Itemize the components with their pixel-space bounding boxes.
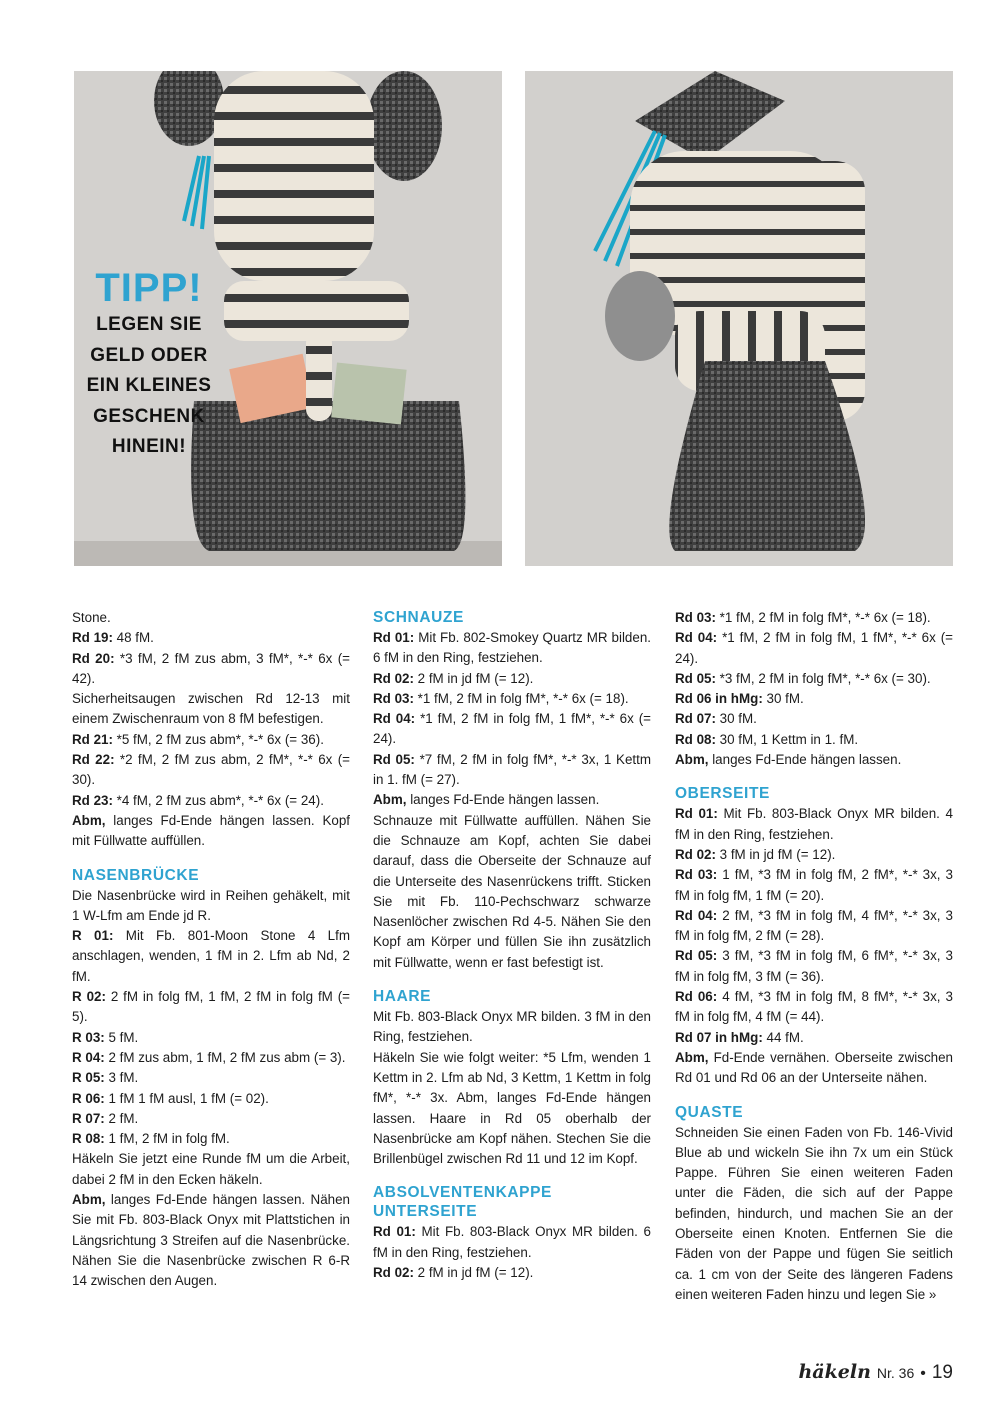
instruction-line: Häkeln Sie jetzt eine Runde fM um die Arbeit, dabei 2 fM in den Ecken häkeln. (72, 1151, 350, 1187)
instruction-line: Rd 04: 2 fM, *3 fM in folg fM, 4 fM*, *-* 3x, 3 fM in folg fM, 2 fM (= 28). (675, 907, 953, 944)
instruction-line: Häkeln Sie wie folgt weiter: *5 Lfm, wenden 1 Kettm in 2. Lfm ab Nd, 3 Kettm, 1 Kettm in folg fM*, *-* 3x. Abm, langes Fd-Ende hängen lassen. Haare in Rd 05 oberhalb der Nasenbrücke am Kopf nähen. Stechen Sie die Brillenbügel zwischen Rd 11 und 12 im Kopf. (373, 1049, 651, 1167)
instruction-line: Rd 05: *7 fM, 2 fM in folg fM*, *-* 3x, 1 Kettm in 1. fM (= 27). (373, 751, 651, 788)
instruction-line: Stone. (72, 610, 111, 625)
instruction-line: Rd 08: 30 fM, 1 Kettm in 1. fM. (675, 731, 859, 747)
instruction-line: Rd 21: *5 fM, 2 fM zus abm*, *-* 6x (= 36). (72, 731, 324, 747)
instruction-line: R 08: 1 fM, 2 fM in folg fM. (72, 1131, 230, 1147)
issue-number: Nr. 36 (876, 1365, 915, 1381)
instruction-line: Rd 07: 30 fM. (675, 711, 757, 727)
text-column-2 (373, 608, 651, 1283)
instruction-line: R 02: 2 fM in folg fM, 1 fM, 2 fM in folg fM (= 5). (72, 989, 350, 1025)
instruction-line: Abm, langes Fd-Ende hängen lassen. (373, 792, 600, 808)
instruction-line: Rd 23: *4 fM, 2 fM zus abm*, *-* 6x (= 24). (72, 792, 324, 808)
instruction-line: Die Nasenbrücke wird in Reihen gehäkelt, mit 1 W-Lfm am Ende jd R. (72, 887, 350, 923)
instruction-line: Rd 01: Mit Fb. 802-Smokey Quartz MR bilden. 6 fM in den Ring, festziehen. (373, 630, 651, 666)
instruction-line: Rd 06: 4 fM, *3 fM in folg fM, 8 fM*, *-* 3x, 3 fM in folg fM, 4 fM (= 44). (675, 989, 953, 1025)
text-column-3 (675, 608, 953, 1305)
instruction-line: Rd 01: Mit Fb. 803-Black Onyx MR bilden. 4 fM in den Ring, festziehen. (675, 806, 953, 842)
instruction-line: Rd 02: 3 fM in jd fM (= 12). (675, 846, 836, 862)
instruction-line: Schneiden Sie einen Faden von Fb. 146-Vivid Blue ab und wickeln Sie ihn 7x um ein Stück Pappe. Führen Sie einen weiteren Faden unter die Fäden, die sich auf der Pappe befinden, hindurch, und machen Sie an der Oberseite einen Knoten. Entfernen Sie die Fäden von der Pappe und fügen Sie seitlich ca. 1 cm von der Seite des längeren Fadens einen weiteren Faden hinzu und legen Sie » (675, 1124, 953, 1302)
instruction-line: R 05: 3 fM. (72, 1070, 139, 1086)
instruction-line: Rd 04: *1 fM, 2 fM in folg fM, 1 fM*, *-* 6x (= 24). (373, 711, 651, 747)
instruction-line: Mit Fb. 803-Black Onyx MR bilden. 3 fM in den Ring, festziehen. (373, 1009, 651, 1045)
instruction-line: Rd 03: *1 fM, 2 fM in folg fM*, *-* 6x (= 18). (675, 610, 931, 625)
instruction-line: Abm, langes Fd-Ende hängen lassen. (675, 752, 902, 768)
instruction-line: Rd 19: 48 fM. (72, 630, 154, 646)
tip-line: LEGEN SIE (96, 314, 202, 335)
page-footer (798, 1361, 953, 1384)
section-heading-haare: HAARE (373, 988, 432, 1006)
section-heading-schnauze: SCHNAUZE (373, 609, 464, 626)
instruction-line: R 06: 1 fM 1 fM ausl, 1 fM (= 02). (72, 1090, 269, 1106)
instruction-line: Schnauze mit Füllwatte auffüllen. Nähen Sie die Schnauze am Kopf, achten Sie dabei darauf, dass die Oberseite der Schnauze auf die Unterseite des Nasenrückens trifft. Sticken Sie mit Fb. 110-Pechschwarz schwarze Nasenlöcher zwischen Rd 4-5. Nähen Sie den Kopf am Körper und füllen Sie ihn zusätzlich mit Füllwatte, wenn er fast befestigt ist. (373, 812, 651, 970)
instruction-line: Rd 05: 3 fM, *3 fM in folg fM, 6 fM*, *-* 3x, 3 fM in folg fM, 3 fM (= 36). (675, 948, 953, 984)
section-heading-quaste: QUASTE (675, 1103, 744, 1121)
instruction-line: Rd 06 in hMg: 30 fM. (675, 691, 804, 707)
section-heading-absolventenkappe: ABSOLVENTENKAPPE UNTERSEITE (373, 1184, 552, 1221)
instruction-line: Rd 20: *3 fM, 2 fM zus abm, 3 fM*, *-* 6x (= 42). (72, 650, 350, 686)
page-number: 19 (931, 1362, 953, 1383)
magazine-brand: häkeln (798, 1361, 871, 1383)
section-heading-nasenbruecke: NASENBRÜCKE (72, 866, 200, 884)
instruction-line: Abm, Fd-Ende vernähen. Oberseite zwischen Rd 01 und Rd 06 an der Unterseite nähen. (675, 1049, 953, 1086)
instruction-line: Rd 03: 1 fM, *3 fM in folg fM, 2 fM*, *-* 3x, 3 fM in folg fM, 1 fM (= 20). (675, 867, 953, 903)
photo-zebra-side (525, 71, 953, 566)
instruction-line: Abm, langes Fd-Ende hängen lassen. Nähen Sie mit Fb. 803-Black Onyx mit Plattstichen in Längsrichtung 3 Streifen auf die Nasenbrücke. Nähen Sie die Nasenbrücke zwischen R 6-R 14 zwischen den Augen. (72, 1192, 350, 1289)
instruction-line: Rd 22: *2 fM, 2 fM zus abm, 2 fM*, *-* 6x (= 30). (72, 752, 350, 788)
instruction-line: Rd 02: 2 fM in jd fM (= 12). (373, 1265, 534, 1281)
instruction-line: Rd 01: Mit Fb. 803-Black Onyx MR bilden. 6 fM in den Ring, festziehen. (373, 1224, 651, 1260)
instruction-line: R 03: 5 fM. (72, 1029, 139, 1045)
instruction-line: R 07: 2 fM. (72, 1110, 139, 1126)
footer-bullet: • (920, 1365, 926, 1382)
tip-box (74, 266, 224, 463)
tip-line: EIN KLEINES (86, 375, 212, 396)
instruction-line: Rd 07 in hMg: 44 fM. (675, 1029, 804, 1045)
tip-line: HINEIN! (111, 436, 187, 457)
tip-title: TIPP! (95, 266, 203, 310)
instruction-line: Rd 03: *1 fM, 2 fM in folg fM*, *-* 6x (= 18). (373, 690, 629, 706)
instruction-line: Rd 02: 2 fM in jd fM (= 12). (373, 670, 534, 686)
instruction-line: R 04: 2 fM zus abm, 1 fM, 2 fM zus abm (= 3). (72, 1049, 346, 1065)
text-column-1 (72, 608, 350, 1292)
instruction-line: Sicherheitsaugen zwischen Rd 12-13 mit einem Zwischenraum von 8 fM befestigen. (72, 691, 350, 727)
instruction-line: Rd 05: *3 fM, 2 fM in folg fM*, *-* 6x (= 30). (675, 670, 931, 686)
instruction-line: R 01: Mit Fb. 801-Moon Stone 4 Lfm anschlagen, wenden, 1 fM in 2. Lfm ab Nd, 2 fM. (72, 928, 350, 984)
instruction-line: Abm, langes Fd-Ende hängen lassen. Kopf mit Füllwatte auffüllen. (72, 812, 350, 849)
tip-line: GELD ODER (90, 344, 208, 366)
instruction-line: Rd 04: *1 fM, 2 fM in folg fM, 1 fM*, *-* 6x (= 24). (675, 630, 953, 666)
section-heading-oberseite: OBERSEITE (675, 785, 770, 803)
tip-line: GESCHENK (93, 405, 205, 427)
